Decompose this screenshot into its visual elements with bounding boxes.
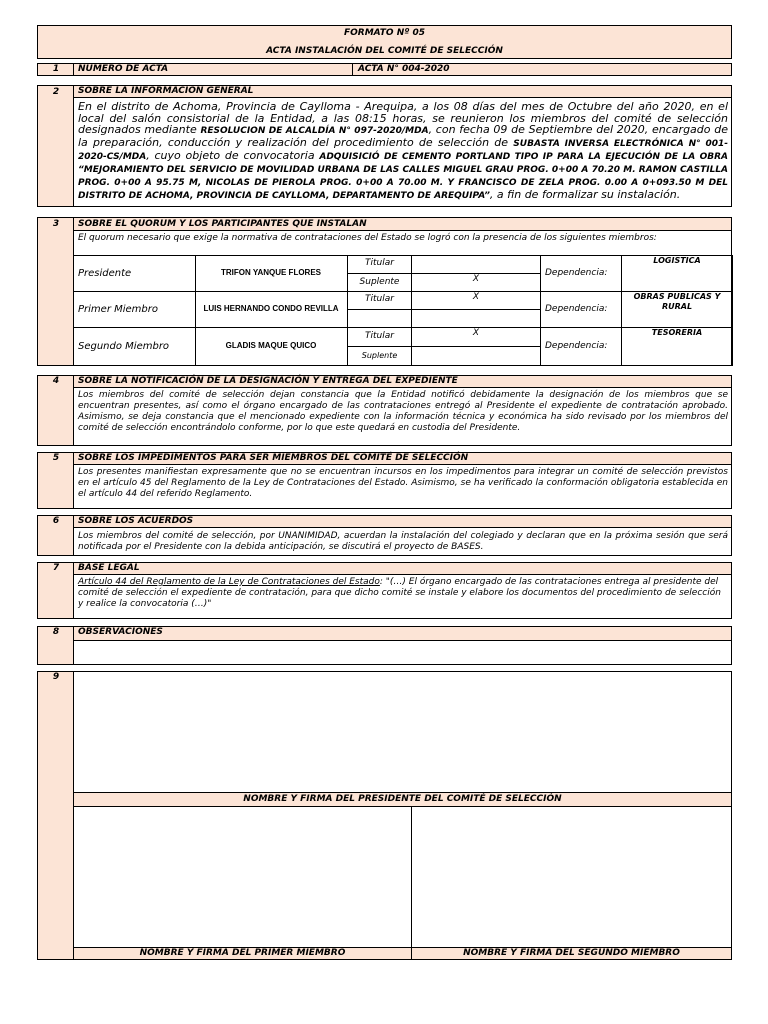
titular-label: Titular xyxy=(365,258,394,268)
legal-text: Artículo 44 del Reglamento de la Ley de Contrataciones del Estado: "(…) El órgano encargado de las contrataciones entrega al presidente del comité de selección el expediente de contratación, para que dicho comité se instale y elabore los documentos del procedimiento de selección y realice la convocatoria (…)" xyxy=(78,577,721,609)
section-title: SOBRE LOS ACUERDOS xyxy=(78,516,194,526)
member-dependencia: OBRAS PUBLICAS Y RURAL xyxy=(633,292,721,311)
section-title: OBSERVACIONES xyxy=(78,627,163,637)
dependencia-label: Dependencia: xyxy=(545,304,608,314)
suplente-label: Suplente xyxy=(359,277,400,287)
titular-label: Titular xyxy=(365,294,394,304)
section-title: SOBRE LA NOTIFICACIÓN DE LA DESIGNACIÓN Y ENTREGA DEL EXPEDIENTE xyxy=(78,376,458,386)
section-text: Los miembros del comité de selección dejan constancia que la Entidad notificó debidamente la designación de los miembros que se encuentran presentes, así como el órgano encargado de las contrataciones entregó al Presidente el expediente de contratación aprobado. Asimismo, se deja constancia que el mencionado expediente con la información técnica y económica ha sido revisado por los miembros del comité de selección encontrándolo conforme, por lo que este quedará en custodia del Presidente. xyxy=(78,390,728,433)
president-signature-area xyxy=(73,671,732,793)
suplente-label: Suplente xyxy=(361,351,398,360)
section-number: 5 xyxy=(52,453,60,463)
section-number: 9 xyxy=(52,672,60,682)
section-1-row xyxy=(37,63,732,76)
section-5-impediments xyxy=(37,452,732,509)
member-name: TRIFON YANQUE FLORES xyxy=(220,268,321,277)
first-member-signature-label: NOMBRE Y FIRMA DEL PRIMER MIEMBRO xyxy=(139,948,346,958)
titular-mark: X xyxy=(472,292,480,302)
section-2-general-info xyxy=(37,85,732,207)
member-row xyxy=(73,291,733,328)
section-4-notification xyxy=(37,375,732,446)
member-role: Presidente xyxy=(78,268,132,279)
member-name: LUIS HERNANDO CONDO REVILLA xyxy=(203,304,339,313)
form-subtitle: ACTA INSTALACIÓN DEL COMITÉ DE SELECCIÓN xyxy=(266,46,503,56)
suplente-mark: X xyxy=(472,274,480,284)
dependencia-label: Dependencia: xyxy=(545,268,608,278)
section-number: 6 xyxy=(52,516,60,526)
titular-mark: X xyxy=(472,328,480,338)
section-8-observations xyxy=(37,626,732,665)
president-signature-label: NOMBRE Y FIRMA DEL PRESIDENTE DEL COMITÉ DE SELECCIÓN xyxy=(243,794,562,804)
member-row xyxy=(73,255,733,292)
member-row xyxy=(73,327,733,366)
section-title: BASE LEGAL xyxy=(78,563,140,573)
second-member-signature-area xyxy=(411,806,732,948)
format-title: FORMATO Nº 05 xyxy=(344,28,425,38)
section-number: 8 xyxy=(52,627,60,637)
section-text: Los presentes manifiestan expresamente que no se encuentran incursos en los impedimentos para integrar un comité de selección previstos en el artículo 45 del Reglamento de la Ley de Contrataciones del Estado. Asimismo, se ha verificado la conformación obligatoria establecida en el artículo 44 del referido Reglamento. xyxy=(78,467,728,499)
section-9-signatures xyxy=(37,671,732,960)
section-title: SOBRE EL QUORUM Y LOS PARTICIPANTES QUE INSTALAN xyxy=(78,219,367,229)
section-7-legal-basis xyxy=(37,562,732,619)
member-name: GLADIS MAQUE QUICO xyxy=(225,341,317,350)
quorum-intro: El quorum necesario que exige la normativa de contrataciones del Estado se logró con la presencia de los siguientes miembros: xyxy=(78,233,657,243)
legal-reference: Artículo 44 del Reglamento de la Ley de Contrataciones del Estado xyxy=(78,577,380,587)
first-member-signature-area xyxy=(73,806,412,948)
section-number: 7 xyxy=(52,563,60,573)
acta-number-value: ACTA N° 004-2020 xyxy=(358,64,450,74)
acta-number-label: NUMERO DE ACTA xyxy=(78,64,169,74)
section-text: Los miembros del comité de selección, por UNANIMIDAD, acuerdan la instalación del colegiado y declaran que en la próxima sesión que será notificada por el Presidente con la debida anticipación, se discutirá el proyecto de BASES. xyxy=(78,531,728,552)
section-title: SOBRE LOS IMPEDIMENTOS PARA SER MIEMBROS DEL COMITÉ DE SELECCIÓN xyxy=(78,453,469,463)
dependencia-label: Dependencia: xyxy=(545,341,608,351)
general-info-text: En el distrito de Achoma, Provincia de Caylloma - Arequipa, a los 08 días del mes de Octubre del año 2020, en el local del salón consistorial de la Entidad, a las 08:15 horas, se reunieron los miembros del comité de selección designados mediante RESOLUCION DE ALCALDÍA N° 097-2020/MDA, con fecha 09 de Septiembre del 2020, encargado de la preparación, conducción y realización del procedimiento de selección de SUBASTA INVERSA ELECTRÓNICA N° 001-2020-CS/MDA, cuyo objeto de convocatoria ADQUISICIÓ DE CEMENTO PORTLAND TIPO IP PARA LA EJECUCIÓN DE LA OBRA “MEJORAMIENTO DEL SERVICIO DE MOVILIDAD URBANA DE LAS CALLES MIGUEL GRAU PROG. 0+00 A 70.20 M. RAMON CASTILLA PROG. 0+00 A 95.75 M, NICOLAS DE PIEROLA PROG. 0+00 A 70.00 M. Y FRANCISCO DE ZELA PROG. 0.00 A 0+093.50 M DEL DISTRITO DE ACHOMA, PROVINCIA DE CAYLLOMA, DEPARTAMENTO DE AREQUIPA”, a fin de formalizar su instalación. xyxy=(78,100,728,201)
member-dependencia: TESORERIA xyxy=(651,328,703,337)
section-title: SOBRE LA INFORMACION GENERAL xyxy=(78,86,254,96)
second-member-signature-label: NOMBRE Y FIRMA DEL SEGUNDO MIEMBRO xyxy=(463,948,680,958)
form-header xyxy=(37,25,732,59)
member-dependencia: LOGISTICA xyxy=(653,256,701,265)
observations-field xyxy=(73,640,732,665)
section-number: 1 xyxy=(52,64,60,74)
section-number: 4 xyxy=(52,376,60,386)
member-role: Segundo Miembro xyxy=(78,341,170,352)
section-number: 2 xyxy=(52,87,60,97)
section-3-quorum xyxy=(37,217,732,366)
section-number: 3 xyxy=(52,219,60,229)
section-6-agreements xyxy=(37,515,732,556)
member-role: Primer Miembro xyxy=(78,304,158,315)
titular-label: Titular xyxy=(365,331,394,341)
